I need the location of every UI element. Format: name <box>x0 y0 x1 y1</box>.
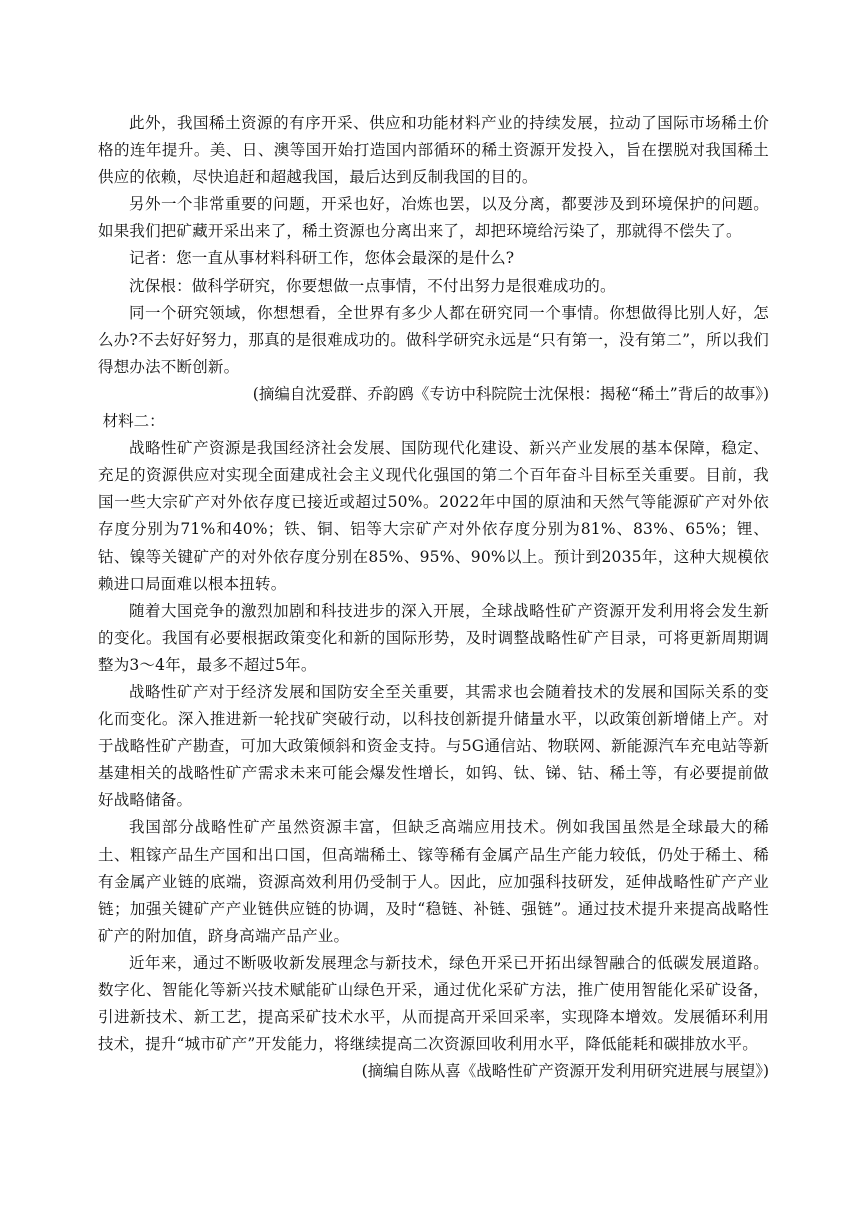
paragraph-rare-earth-price: 此外，我国稀土资源的有序开采、供应和功能材料产业的持续发展，拉动了国际市场稀土价格的连年提升。美、日、澳等国开始打造国内部循环的稀土资源开发投入，旨在摆脱对我国稀土供应的依赖，尽快追赶和超越我国，最后达到反制我国的目的。 <box>98 114 769 187</box>
paragraph-catalog-update: 随着大国竞争的激烈加剧和科技进步的深入开展，全球战略性矿产资源开发利用将会发生新的变化。我国有必要根据政策变化和新的国际形势，及时调整战略性矿产目录，可将更新周期调整为3～4年，最多不超过5年。 <box>98 601 769 674</box>
paragraph-strategic-minerals: 战略性矿产资源是我国经济社会发展、国防现代化建设、新兴产业发展的基本保障，稳定、充足的资源供应对实现全面建成社会主义现代化强国的第二个百年奋斗目标至关重要。目前，我国一些大宗矿产对外依存度已接近或超过50%。2022年中国的原油和天然气等能源矿产对外依存度分别为71%和40%；铁、铜、铝等大宗矿产对外依存度分别为81%、83%、65%；锂、钴、镍等关键矿产的对外依存度分别在85%、95%、90%以上。预计到2035年，这种大规模依赖进口局面难以根本扭转。 <box>98 439 769 593</box>
paragraph-exploration: 战略性矿产对于经济发展和国防安全至关重要，其需求也会随着技术的发展和国际关系的变化而变化。深入推进新一轮找矿突破行动，以科技创新提升储量水平，以政策创新增储上产。对于战略性矿产勘查，可加大政策倾斜和资金支持。与5G通信站、物联网、新能源汽车充电站等新基建相关的战略性矿产需求未来可能会爆发性增长，如钨、钛、锑、钴、稀土等，有必要提前做好战略储备。 <box>98 682 769 810</box>
paragraph-industry-chain: 我国部分战略性矿产虽然资源丰富，但缺乏高端应用技术。例如我国虽然是全球最大的稀土、粗镓产品生产国和出口国，但高端稀土、镓等稀有金属产品生产能力较低，仍处于稀土、稀有金属产业链的底端，资源高效利用仍受制于人。因此，应加强科技研发，延伸战略性矿产产业链；加强关键矿产产业链供应链的协调，及时“稳链、补链、强链”。通过技术提升来提高战略性矿产的附加值，跻身高端产品产业。 <box>98 818 769 945</box>
paragraph-environment: 另外一个非常重要的问题，开采也好，冶炼也罢，以及分离，都要涉及到环境保护的问题。如果我们把矿藏开采出来了，稀土资源也分离出来了，却把环境给污染了，那就得不偿失了。 <box>98 195 769 241</box>
paragraph-green-mining: 近年来，通过不断吸收新发展理念与新技术，绿色开采已开拓出绿智融合的低碳发展道路。数字化、智能化等新兴技术赋能矿山绿色开采，通过优化采矿方法，推广使用智能化采矿设备，引进新技术、新工艺，提高采矿技术水平，从而提高开采回采率，实现降本增效。发展循环利用技术，提升“城市矿产”开发能力，将继续提高二次资源回收利用水平，降低能耗和碳排放水平。 <box>98 953 769 1054</box>
paragraph-innovation: 同一个研究领域，你想想看，全世界有多少人都在研究同一个事情。你想做得比别人好，怎么办?不去好好努力，那真的是很难成功的。做科学研究永远是“只有第一，没有第二”，所以我们得想办法不断创新。 <box>98 303 769 376</box>
source-citation-2: (摘编自陈从喜《战略性矿产资源开发利用研究进展与展望》) <box>361 1062 769 1081</box>
material-two-label: 材料二： <box>102 412 165 431</box>
paragraph-interview-question: 记者：您一直从事材料科研工作，您体会最深的是什么? <box>129 249 515 268</box>
source-citation-1: (摘编自沈爱群、乔韵鸥《专访中科院院士沈保根：揭秘“稀土”背后的故事》) <box>252 384 769 403</box>
paragraph-interview-answer: 沈保根：做科学研究，你要想做一点事情，不付出努力是很难成功的。 <box>129 276 616 295</box>
